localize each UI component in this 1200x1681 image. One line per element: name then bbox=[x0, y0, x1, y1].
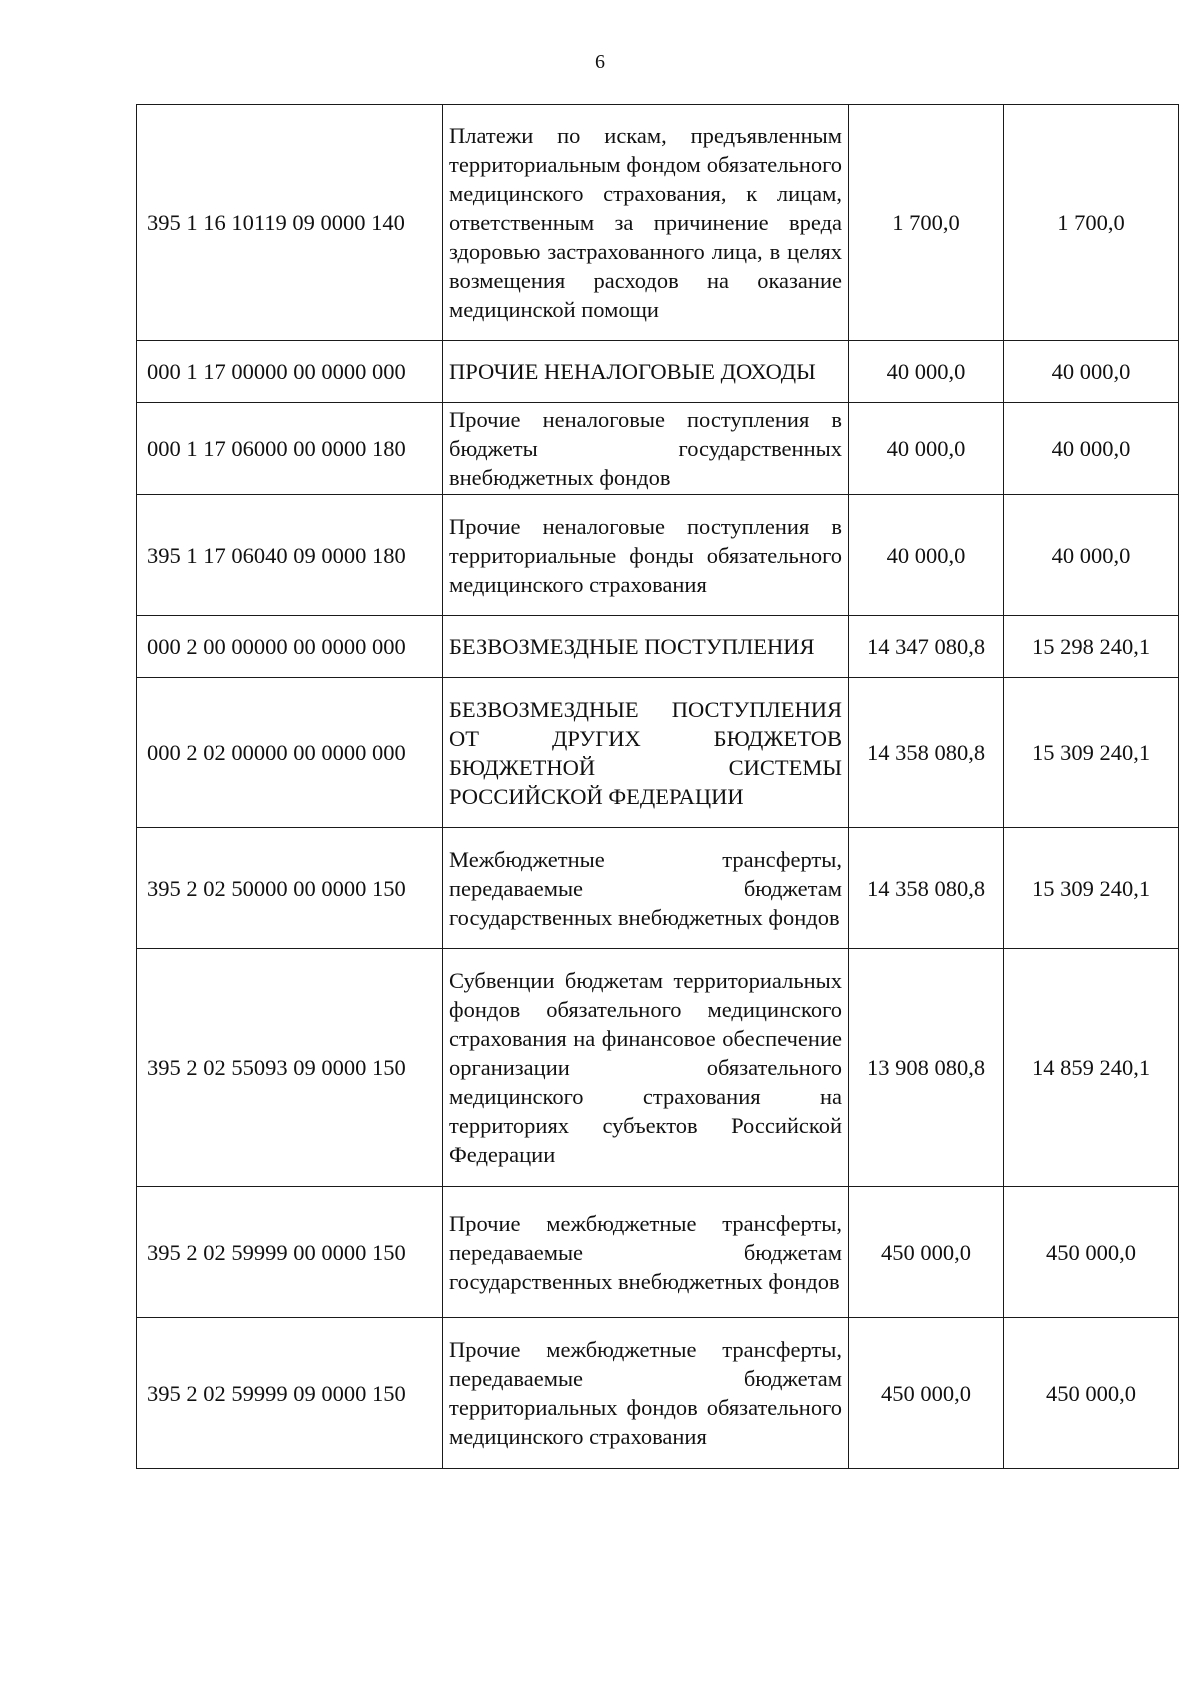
revenue-name-cell: Платежи по искам, предъявленным территориальным фондом обязательного медицинского страхования, к лицам, ответственным за причинение вреда здоровью застрахованного лица, в целях возмещения расходов на оказание медицинской помощи bbox=[443, 105, 849, 341]
amount-year2-cell: 450 000,0 bbox=[1004, 1187, 1179, 1318]
budget-code-cell: 000 2 00 00000 00 0000 000 bbox=[137, 616, 443, 678]
page-number: 6 bbox=[595, 51, 605, 73]
budget-code-cell: 000 1 17 06000 00 0000 180 bbox=[137, 403, 443, 495]
amount-year2-cell: 40 000,0 bbox=[1004, 495, 1179, 616]
revenue-name-cell: Прочие неналоговые поступления в бюджеты государственных внебюджетных фондов bbox=[443, 403, 849, 495]
revenue-name-cell: Субвенции бюджетам территориальных фондов обязательного медицинского страхования на финансовое обеспечение организации обязательного медицинского страхования на территориях субъектов Российской Федерации bbox=[443, 949, 849, 1187]
revenue-name-cell: Межбюджетные трансферты, передаваемые бюджетам государственных внебюджетных фондов bbox=[443, 828, 849, 949]
budget-code-cell: 000 2 02 00000 00 0000 000 bbox=[137, 678, 443, 828]
budget-code-cell: 395 2 02 59999 09 0000 150 bbox=[137, 1318, 443, 1469]
amount-year2-cell: 15 309 240,1 bbox=[1004, 828, 1179, 949]
amount-year2-cell: 450 000,0 bbox=[1004, 1318, 1179, 1469]
table-row bbox=[137, 105, 1179, 341]
amount-year2-cell: 40 000,0 bbox=[1004, 403, 1179, 495]
amount-year1-cell: 14 358 080,8 bbox=[849, 828, 1004, 949]
amount-year2-cell: 1 700,0 bbox=[1004, 105, 1179, 341]
amount-year1-cell: 14 358 080,8 bbox=[849, 678, 1004, 828]
table-row bbox=[137, 495, 1179, 616]
budget-code-cell: 395 1 17 06040 09 0000 180 bbox=[137, 495, 443, 616]
amount-year1-cell: 40 000,0 bbox=[849, 341, 1004, 403]
budget-code-cell: 000 1 17 00000 00 0000 000 bbox=[137, 341, 443, 403]
amount-year1-cell: 450 000,0 bbox=[849, 1318, 1004, 1469]
amount-year1-cell: 40 000,0 bbox=[849, 403, 1004, 495]
table-row bbox=[137, 949, 1179, 1187]
amount-year2-cell: 40 000,0 bbox=[1004, 341, 1179, 403]
table-row bbox=[137, 678, 1179, 828]
amount-year1-cell: 1 700,0 bbox=[849, 105, 1004, 341]
table-row bbox=[137, 616, 1179, 678]
table-row bbox=[137, 341, 1179, 403]
budget-code-cell: 395 1 16 10119 09 0000 140 bbox=[137, 105, 443, 341]
amount-year1-cell: 13 908 080,8 bbox=[849, 949, 1004, 1187]
budget-code-cell: 395 2 02 55093 09 0000 150 bbox=[137, 949, 443, 1187]
revenue-name-cell: Прочие межбюджетные трансферты, передаваемые бюджетам территориальных фондов обязательного медицинского страхования bbox=[443, 1318, 849, 1469]
budget-code-cell: 395 2 02 59999 00 0000 150 bbox=[137, 1187, 443, 1318]
revenue-name-cell: Прочие межбюджетные трансферты, передаваемые бюджетам государственных внебюджетных фондов bbox=[443, 1187, 849, 1318]
revenue-name-cell: ПРОЧИЕ НЕНАЛОГОВЫЕ ДОХОДЫ bbox=[443, 341, 849, 403]
amount-year1-cell: 450 000,0 bbox=[849, 1187, 1004, 1318]
budget-code-cell: 395 2 02 50000 00 0000 150 bbox=[137, 828, 443, 949]
amount-year1-cell: 40 000,0 bbox=[849, 495, 1004, 616]
table-row bbox=[137, 1318, 1179, 1469]
revenue-name-cell: Прочие неналоговые поступления в территориальные фонды обязательного медицинского страхования bbox=[443, 495, 849, 616]
table-row bbox=[137, 1187, 1179, 1318]
amount-year2-cell: 15 298 240,1 bbox=[1004, 616, 1179, 678]
table-row bbox=[137, 403, 1179, 495]
amount-year1-cell: 14 347 080,8 bbox=[849, 616, 1004, 678]
amount-year2-cell: 14 859 240,1 bbox=[1004, 949, 1179, 1187]
revenue-name-cell: БЕЗВОЗМЕЗДНЫЕ ПОСТУПЛЕНИЯ bbox=[443, 616, 849, 678]
amount-year2-cell: 15 309 240,1 bbox=[1004, 678, 1179, 828]
table-row bbox=[137, 828, 1179, 949]
budget-revenue-table bbox=[136, 104, 1179, 1469]
revenue-name-cell: БЕЗВОЗМЕЗДНЫЕ ПОСТУПЛЕНИЯ ОТ ДРУГИХ БЮДЖЕТОВ БЮДЖЕТНОЙ СИСТЕМЫ РОССИЙСКОЙ ФЕДЕРАЦИИ bbox=[443, 678, 849, 828]
